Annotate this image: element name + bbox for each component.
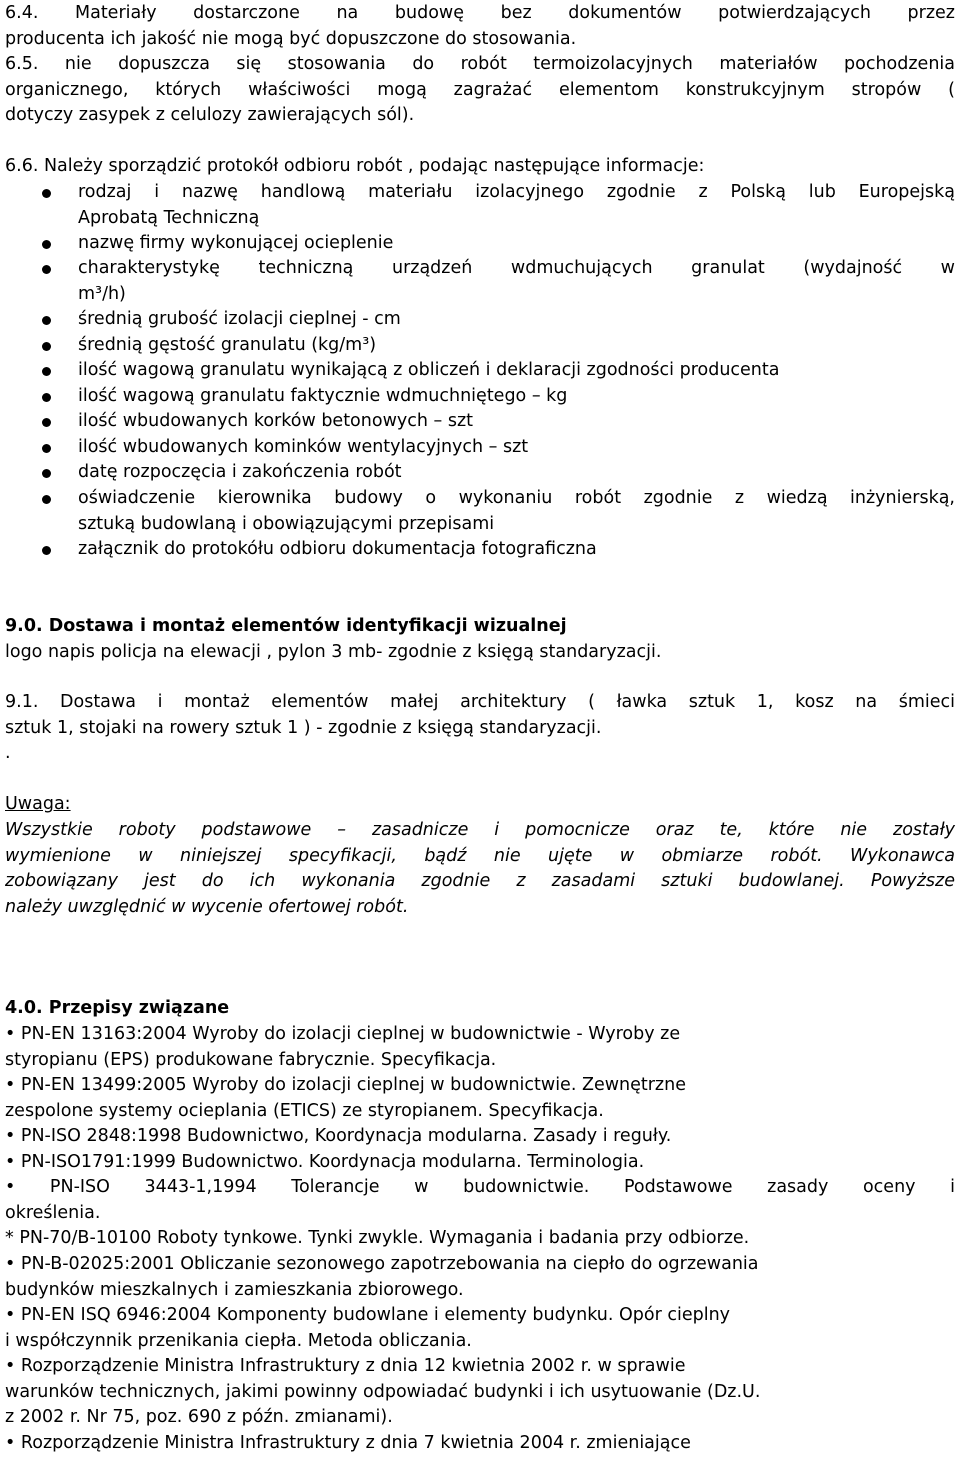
paragraph-9-1 — [5, 690, 955, 767]
list-item: ilość wagową granulatu faktycznie wdmuchniętego – kg — [78, 386, 568, 406]
list-item: • Rozporządzenie Ministra Infrastruktury z dnia 7 kwietnia 2004 r. zmieniające — [5, 1433, 691, 1453]
bullet-icon — [42, 546, 51, 555]
list-item: * PN-70/B-10100 Roboty tynkowe. Tynki zwykle. Wymagania i badania przy odbiorze. — [5, 1228, 750, 1248]
list-item-line: sztuką budowlaną i obowiązującymi przepisami — [78, 513, 495, 534]
paragraph-6-5-line-1: 6.5. nie dopuszcza się stosowania do robót termoizolacyjnych materiałów pochodzenia — [5, 54, 955, 74]
list-item — [5, 1252, 955, 1303]
note-line-4: należy uwzględnić w wycenie ofertowej robót. — [5, 896, 409, 917]
paragraph-6-4 — [5, 1, 955, 52]
bullet-icon — [42, 189, 51, 198]
paragraph-9-1-line-2: sztuk 1, stojaki na rowery sztuk 1 ) - zgodnie z księgą standaryzacji. — [5, 717, 602, 738]
list-item-line: m³/h) — [78, 283, 126, 304]
list-item: średnią grubość izolacji cieplnej - cm — [78, 309, 401, 329]
note-label: Uwaga: — [5, 794, 71, 814]
note-text — [5, 818, 955, 920]
list-item: średnią gęstość granulatu (kg/m³) — [78, 335, 377, 355]
list-item — [5, 1175, 955, 1226]
list-item: ilość wagową granulatu wynikającą z obliczeń i deklaracji zgodności producenta — [78, 360, 780, 380]
list-item-line: rodzaj i nazwę handlową materiału izolacyjnego zgodnie z Polską lub Europejską — [78, 182, 955, 202]
list-item: nazwę firmy wykonującej ocieplenie — [78, 233, 394, 253]
paragraph-6-4-line-1: 6.4. Materiały dostarczone na budowę bez dokumentów potwierdzających przez — [5, 3, 955, 23]
section-9-0-text: logo napis policja na elewacji , pylon 3 mb- zgodnie z księgą standaryzacji. — [5, 642, 662, 662]
list-item-line: styropianu (EPS) produkowane fabrycznie. Specyfikacja. — [5, 1049, 497, 1070]
paragraph-6-5 — [5, 52, 955, 129]
list-item-line: Aprobatą Techniczną — [78, 207, 260, 228]
paragraph-9-1-line-3: . — [5, 743, 11, 763]
paragraph-6-6-intro: 6.6. Należy sporządzić protokół odbioru robót , podając następujące informacje: — [5, 156, 705, 176]
bullet-icon — [42, 495, 51, 504]
list-item: załącznik do protokółu odbioru dokumentacja fotograficzna — [78, 539, 597, 559]
list-item — [78, 256, 955, 307]
paragraph-6-4-line-2: producenta ich jakość nie mogą być dopuszczone do stosowania. — [5, 28, 577, 49]
list-item-line: • PN-EN 13499:2005 Wyroby do izolacji cieplnej w budownictwie. Zewnętrzne — [5, 1075, 686, 1095]
list-item: datę rozpoczęcia i zakończenia robót — [78, 462, 402, 482]
note-line-1: Wszystkie roboty podstawowe – zasadnicze i pomocnicze oraz te, które nie zostały — [5, 820, 955, 840]
note-line-2: wymienione w niniejszej specyfikacji, bądź nie ujęte w obmiarze robót. Wykonawca — [5, 845, 955, 866]
list-item-line: • PN-B-02025:2001 Obliczanie sezonowego zapotrzebowania na ciepło do ogrzewania — [5, 1254, 759, 1274]
list-item: ilość wbudowanych kominków wentylacyjnych – szt — [78, 437, 529, 457]
bullet-icon — [42, 316, 51, 325]
paragraph-6-5-line-2: organicznego, których właściwości mogą zagrażać elementom konstrukcyjnym stropów ( — [5, 79, 955, 100]
list-item — [5, 1073, 955, 1124]
list-item-line: charakterystykę techniczną urządzeń wdmuchujących granulat (wydajność w — [78, 258, 955, 278]
bullet-icon — [42, 444, 51, 453]
list-item — [5, 1303, 955, 1354]
list-item: • PN-ISO1791:1999 Budownictwo. Koordynacja modularna. Terminologia. — [5, 1152, 645, 1172]
list-item — [5, 1022, 955, 1073]
list-item-line: określenia. — [5, 1202, 101, 1223]
bullet-icon — [42, 240, 51, 249]
list-item-line: • PN-ISO 3443-1,1994 Tolerancje w budownictwie. Podstawowe zasady oceny i — [5, 1177, 955, 1197]
bullet-icon — [42, 342, 51, 351]
paragraph-6-5-line-3: dotyczy zasypek z celulozy zawierających sól). — [5, 105, 415, 125]
bullet-icon — [42, 265, 51, 274]
list-item-line: i współczynnik przenikania ciepła. Metoda obliczania. — [5, 1330, 472, 1351]
list-item-line: • PN-EN 13163:2004 Wyroby do izolacji cieplnej w budownictwie - Wyroby ze — [5, 1024, 681, 1044]
list-item — [78, 486, 955, 537]
bullet-icon — [42, 393, 51, 402]
section-4-0-heading: 4.0. Przepisy związane — [5, 998, 230, 1018]
bullet-icon — [42, 367, 51, 376]
list-item: • PN-ISO 2848:1998 Budownictwo, Koordynacja modularna. Zasady i reguły. — [5, 1126, 672, 1146]
list-item-line: warunków technicznych, jakimi powinny odpowiadać budynki i ich usytuowanie (Dz.U. — [5, 1381, 761, 1402]
bullet-icon — [42, 418, 51, 427]
list-item: ilość wbudowanych korków betonowych – szt — [78, 411, 473, 431]
section-9-0-heading: 9.0. Dostawa i montaż elementów identyfikacji wizualnej — [5, 616, 567, 636]
list-item — [78, 180, 955, 231]
list-item — [5, 1354, 955, 1431]
list-item-line: • Rozporządzenie Ministra Infrastruktury z dnia 12 kwietnia 2002 r. w sprawie — [5, 1356, 686, 1376]
list-item-line: budynków mieszkalnych i zamieszkania zbiorowego. — [5, 1279, 464, 1300]
list-item-line: oświadczenie kierownika budowy o wykonaniu robót zgodnie z wiedzą inżynierską, — [78, 488, 955, 508]
list-item-line: zespolone systemy ocieplania (ETICS) ze styropianem. Specyfikacja. — [5, 1100, 604, 1121]
bullet-icon — [42, 469, 51, 478]
list-item-line: z 2002 r. Nr 75, poz. 690 z późn. zmianami). — [5, 1407, 393, 1427]
list-item-line: • PN-EN ISQ 6946:2004 Komponenty budowlane i elementy budynku. Opór cieplny — [5, 1305, 731, 1325]
paragraph-9-1-line-1: 9.1. Dostawa i montaż elementów małej architektury ( ławka sztuk 1, kosz na śmieci — [5, 692, 955, 712]
note-line-3: zobowiązany jest do ich wykonania zgodnie z zasadami sztuki budowlanej. Powyższe — [5, 871, 955, 891]
